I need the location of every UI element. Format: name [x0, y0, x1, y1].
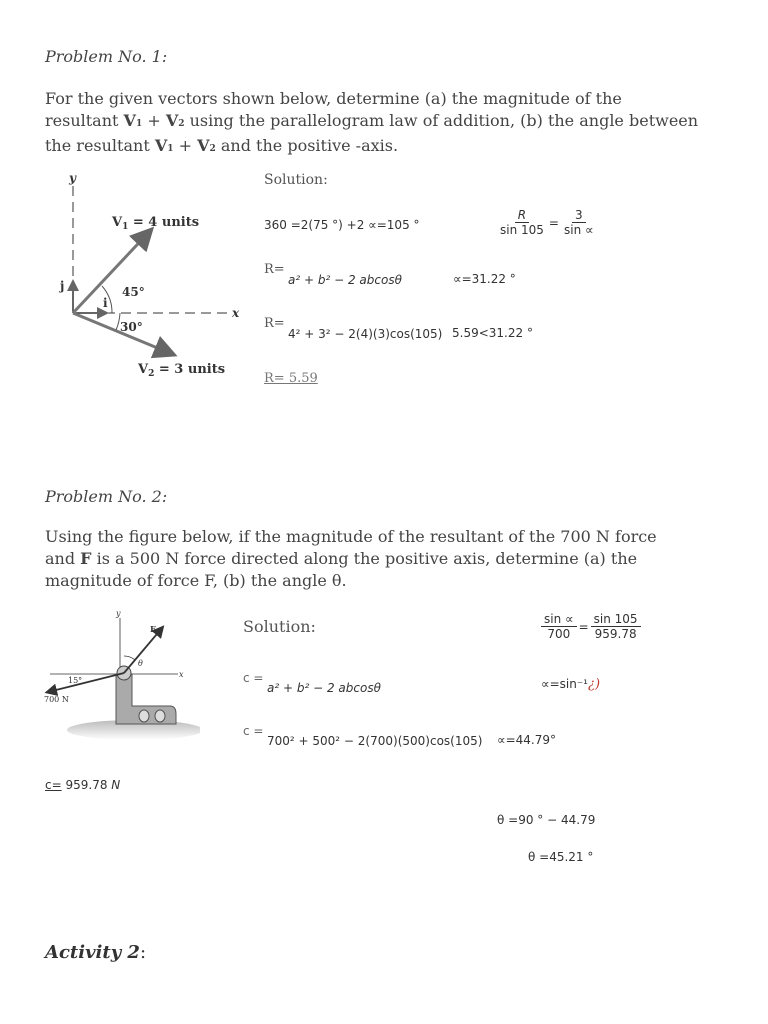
fig2-f-arrow — [124, 628, 162, 673]
fig1-v1-arrow — [73, 231, 150, 313]
fig2-y-label: y — [116, 609, 121, 618]
problem2-ratio: $\frac{\sin \propto}{700}$ = $\frac{\sin 105}{959.78}$ — [541, 612, 641, 641]
problem1-law-of-cosines: a² + b² − 2 abcosθ — [288, 273, 402, 287]
problem2-c-final: c= 959.78 N — [45, 778, 121, 792]
problem2-c-prefix: c = — [243, 671, 264, 685]
problem2-alpha-inverse: ∝=sin⁻¹¿) — [541, 677, 601, 692]
fig1-v2-label: $V_2 = 3$ units — [138, 362, 226, 379]
problem1-alpha-result: ∝=31.22 ° — [453, 272, 516, 286]
fig2-force-label: 700 N — [44, 695, 69, 704]
vector-diagram-1 — [50, 168, 260, 388]
problem1-solution-label: Solution: — [264, 172, 328, 188]
bolt-1 — [139, 710, 149, 722]
problem2-alpha-result: ∝=44.79° — [497, 733, 556, 747]
problem2-statement — [45, 526, 735, 592]
fig1-i-label: i — [103, 296, 108, 310]
problem2-theta-eq: θ =90 ° − 44.79 — [497, 813, 596, 827]
fig2-f-label: F — [150, 624, 156, 634]
problem1-ratio-left: $\frac{R}{\sin 105}$ — [500, 208, 544, 237]
problem1-ratio: $\frac{R}{\sin 105}$ = $\frac{3}{\sin \propto}$ — [497, 208, 597, 237]
problem1-line3: the resultant V1 + V2 and the positive -axis. — [45, 136, 399, 155]
problem2-substitution: 700² + 500² − 2(700)(500)cos(105) — [267, 734, 483, 748]
problem2-heading: Problem No. 2: — [45, 487, 168, 506]
problem1-ratio-right: $\frac{3}{\sin \propto}$ — [563, 208, 594, 237]
problem2-c-prefix-2: c = — [243, 724, 264, 738]
problem2-solution-label: Solution: — [243, 617, 316, 636]
fig2-angle-label: 15° — [68, 676, 83, 685]
problem1-statement — [45, 88, 735, 160]
fig1-angle-45: 45° — [122, 285, 145, 299]
problem1-eq-angle: 360 =2(75 °) +2 ∝=105 ° — [264, 218, 420, 232]
problem2-law-of-cosines: a² + b² − 2 abcosθ — [267, 681, 381, 695]
problem2-line1: Using the figure below, if the magnitude of the resultant of the 700 N force — [45, 527, 657, 546]
problem2-ratio-right: $\frac{\sin 105}{959.78}$ — [591, 612, 641, 641]
fig1-v1-label: $V_1 = 4$ units — [112, 215, 200, 232]
problem1-substitution: 4² + 3² − 2(4)(3)cos(105) — [288, 327, 443, 341]
fig2-700n-arrow — [48, 673, 124, 692]
problem1-r-prefix: R= — [264, 262, 285, 277]
bolt-2 — [155, 710, 165, 722]
problem2-ratio-left: $\frac{\sin \propto}{700}$ — [541, 612, 577, 641]
problem1-line1: For the given vectors shown below, determine (a) the magnitude of the — [45, 89, 622, 108]
problem1-heading: Problem No. 1: — [45, 47, 168, 66]
problem2-theta-result: θ =45.21 ° — [528, 850, 594, 864]
activity-heading: Activity 2: — [45, 942, 147, 963]
problem2-line3: magnitude of force F, (b) the angle θ. — [45, 571, 347, 590]
fig1-y-label: y — [69, 171, 76, 185]
problem2-line2: and F is a 500 N force directed along the positive axis, determine (a) the — [45, 549, 638, 568]
problem1-line2: resultant V1 + V2 using the parallelogram law of addition, (b) the angle between — [45, 111, 699, 130]
force-diagram-2 — [40, 606, 200, 746]
fig2-x-label: x — [179, 670, 184, 679]
problem1-r-prefix-2: R= — [264, 316, 285, 331]
fig1-j-label: j — [60, 279, 65, 293]
fig2-theta-arc — [124, 656, 135, 660]
problem1-resultant-polar: 5.59<31.22 ° — [452, 326, 533, 340]
fig2-theta-label: θ — [138, 659, 143, 668]
fig1-x-label: x — [232, 306, 240, 320]
fig1-angle-30: 30° — [120, 320, 143, 334]
problem1-final-answer: R= 5.59 — [264, 371, 318, 386]
